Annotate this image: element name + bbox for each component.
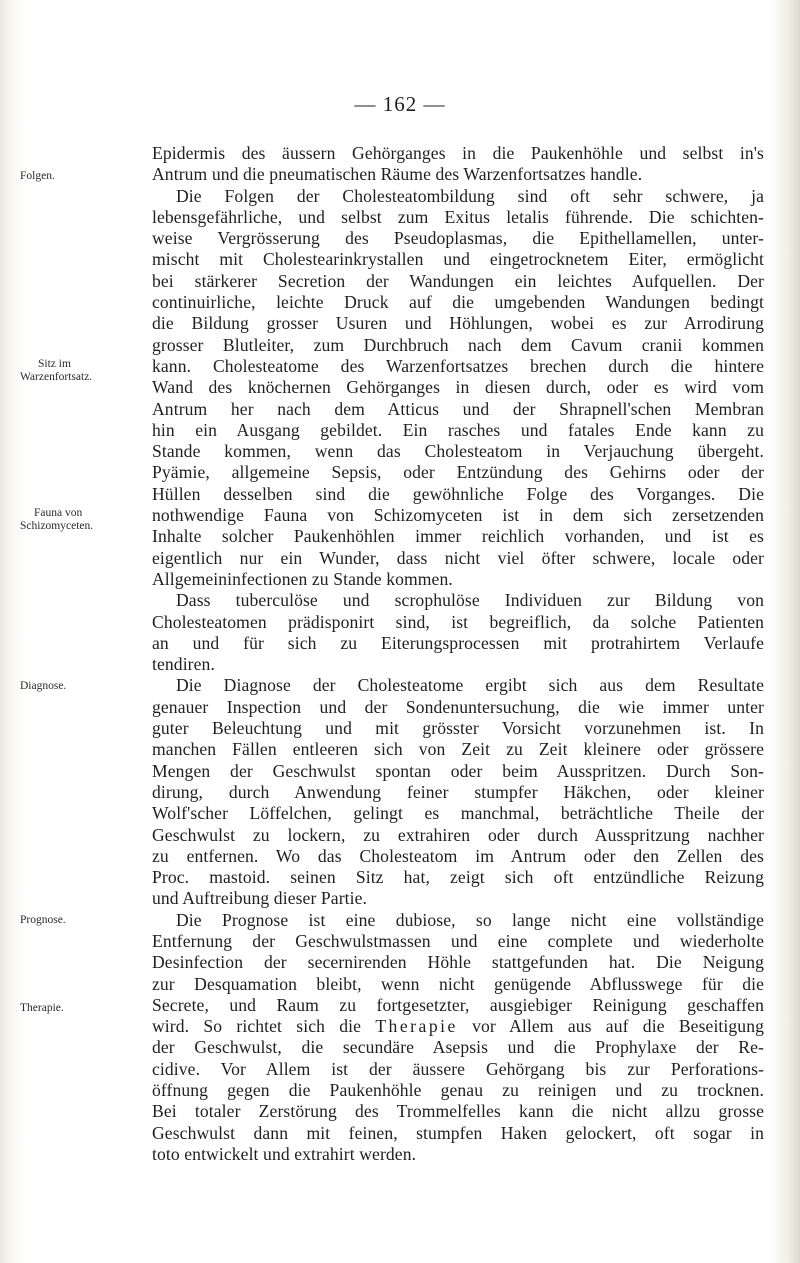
- text-line: Secrete, und Raum zu fortgesetzter, ausgiebiger Reinigung geschaffen: [152, 994, 764, 1015]
- text-line: genauer Inspection und der Sondenuntersuchung, die wie immer unter: [152, 696, 764, 717]
- text-line: cidive. Vor Allem ist der äussere Gehörgang bis zur Perforations-: [152, 1058, 764, 1079]
- text-line: Geschwulst dann mit feinen, stumpfen Haken gelockert, oft sogar in: [152, 1122, 764, 1143]
- margin-note-fauna: [20, 507, 142, 533]
- text-line: eigentlich nur ein Wunder, dass nicht viel öfter schwere, locale oder: [152, 547, 764, 568]
- text-line: der Geschwulst, die secundäre Asepsis und die Prophylaxe der Re-: [152, 1037, 764, 1058]
- text-line: toto entwickelt und extrahirt werden.: [152, 1143, 417, 1164]
- text-line: Die Diagnose der Cholesteatome ergibt sich aus dem Resultate: [176, 675, 764, 696]
- emphasis-therapie: Therapie: [375, 1016, 458, 1037]
- text-line: an und für sich zu Eiterungsprocessen mit protrahirtem Verlaufe: [152, 632, 764, 653]
- margin-note-fauna-line2: Schizomyceten.: [20, 520, 94, 532]
- margin-note-folgen: [20, 170, 142, 183]
- margin-note-sitz-line2: Warzenfortsatz.: [20, 371, 93, 383]
- margin-note-prognose: [20, 914, 142, 927]
- text-line: Entfernung der Geschwulstmassen und eine complete und wiederholte: [152, 930, 764, 951]
- text-line: Antrum her nach dem Atticus und der Shrapnell'schen Membran: [152, 398, 764, 419]
- text-line: Die Prognose ist eine dubiose, so lange nicht eine vollständige: [176, 909, 764, 930]
- text-line: tendiren.: [152, 654, 215, 675]
- text-line-therapie: [152, 1016, 764, 1037]
- text-line: kann. Cholesteatome des Warzenfortsatzes brechen durch die hintere: [152, 355, 764, 376]
- text-line: Dass tuberculöse und scrophulöse Individuen zur Bildung von: [176, 590, 764, 611]
- margin-note-prognose-text: Prognose.: [20, 914, 66, 926]
- text-line: Desinfection der secernirenden Höhle stattgefunden hat. Die Neigung: [152, 952, 764, 973]
- text-line: die Bildung grosser Usuren und Höhlungen, wobei es zur Arrodirung: [152, 313, 764, 334]
- text-line: Epidermis des äussern Gehörganges in die Paukenhöhle und selbst in's: [152, 143, 764, 163]
- text-line: Stande kommen, wenn das Cholesteatom in Verjauchung übergeht.: [152, 441, 764, 462]
- text-line: dirung, durch Anwendung feiner stumpfer Häkchen, oder kleiner: [152, 781, 764, 802]
- margin-note-folgen-text: Folgen.: [20, 170, 55, 182]
- margin-note-therapie: [20, 1002, 142, 1015]
- text-segment: wird. So richtet sich die: [152, 1016, 362, 1037]
- margin-note-diagnose-text: Diagnose.: [20, 680, 67, 692]
- text-line: lebensgefährliche, und selbst zum Exitus letalis führende. Die schichten-: [152, 206, 764, 227]
- text-line: Die Folgen der Cholesteatombildung sind oft sehr schwere, ja: [176, 185, 764, 206]
- text-line: zu entfernen. Wo das Cholesteatom im Antrum oder den Zellen des: [152, 845, 764, 866]
- text-line: Proc. mastoid. seinen Sitz hat, zeigt sich oft entzündliche Reizung: [152, 867, 764, 888]
- text-line: Pyämie, allgemeine Sepsis, oder Entzündung des Gehirns oder der: [152, 462, 764, 483]
- text-line: zur Desquamation bleibt, wenn nicht genügende Abflusswege für die: [152, 973, 764, 994]
- text-line: weise Vergrösserung des Pseudoplasmas, die Epithellamellen, unter-: [152, 228, 764, 249]
- text-line: continuirliche, leichte Druck auf die umgebenden Wandungen bedingt: [152, 292, 764, 313]
- text-line: Bei totaler Zerstörung des Trommelfelles kann die nicht allzu grosse: [152, 1101, 764, 1122]
- text-line: Hüllen desselben sind die gewöhnliche Folge des Vorganges. Die: [152, 483, 764, 504]
- text-line: Mengen der Geschwulst spontan oder beim Ausspritzen. Durch Son-: [152, 760, 764, 781]
- text-line: Allgemeininfectionen zu Stande kommen.: [152, 568, 453, 589]
- margin-note-therapie-text: Therapie.: [20, 1002, 64, 1014]
- text-line: Cholesteatomen prädisponirt sind, ist begreiflich, da solche Patienten: [152, 611, 764, 632]
- margin-note-sitz: [20, 358, 142, 384]
- text-line: grosser Blutleiter, zum Durchbruch nach dem Cavum cranii kommen: [152, 334, 764, 355]
- text-line: manchen Fällen entleeren sich von Zeit zu Zeit kleinere oder grössere: [152, 739, 764, 760]
- text-line: und Auftreibung dieser Partie.: [152, 888, 368, 909]
- text-line: mischt mit Cholestearinkrystallen und eingetrocknetem Eiter, ermöglicht: [152, 249, 764, 270]
- text-line: nothwendige Fauna von Schizomyceten ist in dem sich zersetzenden: [152, 505, 764, 526]
- text-line: guter Beleuchtung und mit grösster Vorsicht vorzunehmen ist. In: [152, 718, 764, 739]
- text-line: Wolf'scher Löffelchen, gelingt es manchmal, beträchtliche Theile der: [152, 803, 764, 824]
- margin-note-diagnose: [20, 680, 142, 693]
- margin-note-fauna-line1: Fauna von: [34, 507, 83, 519]
- margin-note-sitz-line1: Sitz im: [38, 358, 71, 370]
- text-line: Geschwulst zu lockern, zu extrahiren oder durch Ausspritzung nachher: [152, 824, 764, 845]
- text-segment: vor Allem aus auf die Beseitigung: [472, 1016, 764, 1037]
- text-line: Antrum und die pneumatischen Räume des Warzenfortsatzes handle.: [152, 164, 643, 185]
- text-line: Wand des knöchernen Gehörganges in diesen durch, oder es wird vom: [152, 377, 764, 398]
- text-line: öffnung gegen die Paukenhöhle genau zu reinigen und zu trocknen.: [152, 1080, 764, 1101]
- body-text: [152, 143, 764, 1165]
- text-line: Inhalte solcher Paukenhöhlen immer reichlich vorhanden, und ist es: [152, 526, 764, 547]
- text-line: hin ein Ausgang gebildet. Ein rasches und fatales Ende kann zu: [152, 419, 764, 440]
- page-number: — 162 —: [354, 92, 446, 116]
- text-line: bei stärkerer Secretion der Wandungen ein leichtes Aufquellen. Der: [152, 270, 764, 291]
